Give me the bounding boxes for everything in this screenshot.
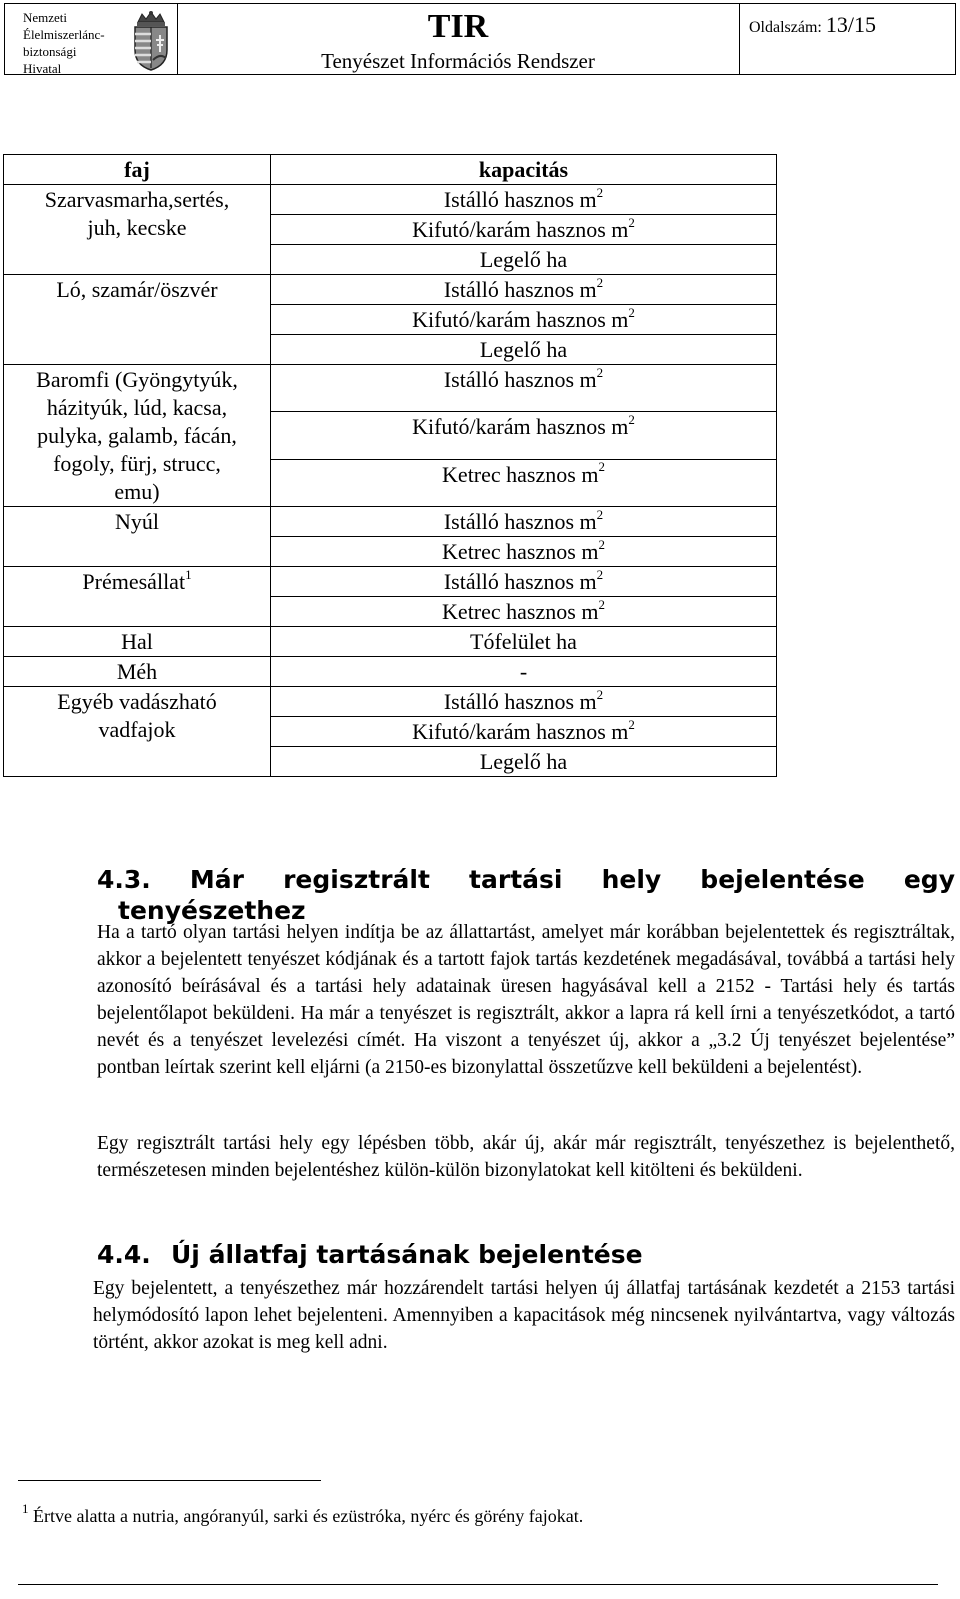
cell-text: Nyúl	[115, 509, 159, 534]
cell-text: Ketrec hasznos m	[442, 461, 599, 487]
footnote-divider	[18, 1480, 321, 1481]
superscript: 2	[598, 536, 605, 552]
superscript: 2	[598, 596, 605, 612]
table-header-row	[4, 155, 777, 185]
species-cell	[4, 627, 271, 657]
table-row	[4, 687, 777, 717]
cell-text: Legelő ha	[479, 247, 568, 272]
species-cell	[4, 185, 271, 275]
capacity-cell	[271, 459, 777, 506]
cell-text: Méh	[116, 659, 158, 684]
cell-text: emu)	[114, 479, 160, 504]
agency-line: biztonsági	[23, 44, 77, 59]
capacity-cell	[271, 597, 777, 627]
page-number	[749, 12, 876, 38]
cell-text: Prémesállat	[82, 569, 186, 594]
cell-text: Istálló hasznos m	[443, 367, 597, 392]
page-header	[4, 3, 956, 75]
species-cell	[4, 567, 271, 627]
system-title-cell	[177, 4, 740, 74]
cell-text: házityúk, lúd, kacsa,	[46, 395, 228, 420]
cell-text: Istálló hasznos m	[443, 509, 597, 534]
capacity-cell	[271, 245, 777, 275]
cell-text: -	[519, 659, 528, 684]
section-4-4-paragraph: Egy bejelentett, a tenyészethez már hozzárendelt tartási helyen új állatfaj tartásának kezdetét a 2153 tartási helymódosító lapon lehet bejelenteni. Amennyiben a kapacitások még nincsenek nyilvántartva, vagy változás történt, akkor azokat is meg kell adni.	[93, 1278, 955, 1353]
capacity-table	[3, 154, 777, 777]
cell-text: Ló, szamár/öszvér	[56, 277, 218, 302]
footnote	[22, 1501, 584, 1527]
table-row	[4, 507, 777, 537]
page-number-label: Oldalszám:	[749, 19, 822, 36]
section-4-4-heading	[97, 1237, 643, 1273]
capacity-cell	[271, 215, 777, 245]
superscript: 2	[596, 184, 604, 200]
capacity-cell	[271, 717, 777, 747]
species-cell	[4, 657, 271, 687]
cell-text: Legelő ha	[479, 337, 568, 362]
cell-text: Kifutó/karám hasznos m	[412, 217, 629, 242]
agency-name	[23, 9, 105, 77]
agency-line: Nemzeti	[23, 10, 68, 25]
capacity-cell	[271, 412, 777, 459]
table-row	[4, 657, 777, 687]
footnote-text: Értve alatta a nutria, angóranyúl, sarki és ezüstróka, nyérc és görény fajokat.	[33, 1506, 584, 1526]
cell-text: Legelő ha	[479, 749, 568, 774]
agency-line: Élelmiszerlánc-	[23, 27, 105, 42]
page-bottom-divider	[18, 1584, 938, 1585]
capacity-cell	[271, 335, 777, 365]
species-cell	[4, 275, 271, 365]
superscript: 2	[596, 506, 604, 522]
species-cell	[4, 687, 271, 777]
section-title: Új állatfaj tartásának bejelentése	[171, 1240, 643, 1269]
capacity-cell	[271, 687, 777, 717]
capacity-cell	[271, 275, 777, 305]
cell-text: Istálló hasznos m	[443, 277, 597, 302]
section-number: 4.4.	[97, 1240, 151, 1269]
column-header-capacity: kapacitás	[271, 155, 777, 185]
cell-text: Kifutó/karám hasznos m	[412, 307, 629, 332]
superscript: 1	[185, 566, 192, 582]
table-row	[4, 567, 777, 597]
superscript: 2	[596, 274, 604, 290]
cell-text: Kifutó/karám hasznos m	[412, 719, 629, 744]
superscript: 2	[628, 304, 635, 320]
superscript: 2	[628, 214, 635, 230]
cell-text: vadfajok	[98, 717, 176, 742]
cell-text: Egyéb vadászható	[57, 689, 217, 714]
superscript: 2	[596, 686, 604, 702]
section-4-3-heading: 4.3. Már regisztrált tartási hely bejelentése egy	[97, 865, 955, 894]
capacity-cell	[271, 507, 777, 537]
capacity-cell	[271, 627, 777, 657]
column-header-species: faj	[4, 155, 271, 185]
page-number-value: 13/15	[825, 12, 876, 37]
cell-text: Ketrec hasznos m	[442, 539, 599, 564]
section-4-3-heading-cont: tenyészethez	[118, 896, 306, 925]
capacity-cell	[271, 537, 777, 567]
superscript: 2	[598, 459, 605, 475]
section-4-3-paragraph-2: Egy regisztrált tartási hely egy lépésben több, akár új, akár már regisztrált, tenyészethez is bejelenthető, természetesen minden bejelentéshez külön-külön bizonylatokat kell kitölteni és beküldeni.	[97, 1133, 955, 1181]
table-row	[4, 185, 777, 215]
cell-text: fogoly, fürj, strucc,	[53, 451, 221, 476]
superscript: 2	[628, 412, 635, 427]
section-4-3-paragraph-1: Ha a tartó olyan tartási helyen indítja be az állattartást, amelyet már korábban bejelentettek és regisztráltak, akkor a bejelentett tenyészet kódjának és a tartott fajok tartás kezdetének megadásával, továbbá a tartási hely azonosító beírásával és a tartási hely adatainak üresen hagyásával kell a 2152 - Tartási hely és tartás bejelentőlapot beküldeni. Ha már a tenyészet is regisztrált, akkor a lapra rá kell írni a tenyészetkódot, a tartó nevét és a tenyészet levelezési címét. Ha viszont a tenyészet új, akkor a „3.2 Új tenyészet bejelentése” pontban leírtak szerint kell eljárni (a 2150-es bizonylattal összetűzve kell beküldeni a bejelentést).	[97, 922, 955, 1078]
superscript: 2	[596, 566, 604, 582]
capacity-cell	[271, 567, 777, 597]
capacity-cell	[271, 305, 777, 335]
page-number-cell	[739, 4, 955, 74]
cell-text: Istálló hasznos m	[443, 569, 597, 594]
cell-text: Istálló hasznos m	[443, 187, 597, 212]
cell-text: Baromfi (Gyöngytyúk,	[36, 367, 238, 392]
footnote-marker: 1	[22, 1501, 29, 1516]
cell-text: Istálló hasznos m	[443, 689, 597, 714]
hungarian-coat-of-arms-icon	[129, 10, 173, 72]
table-row	[4, 365, 777, 412]
cell-text: Ketrec hasznos m	[442, 599, 599, 624]
cell-text: juh, kecske	[87, 215, 187, 240]
capacity-cell	[271, 747, 777, 777]
cell-text: Tófelület ha	[470, 629, 577, 654]
superscript: 2	[628, 716, 635, 732]
capacity-cell	[271, 657, 777, 687]
system-name: Tenyészet Információs Rendszer	[321, 49, 595, 73]
species-cell	[4, 507, 271, 567]
capacity-cell	[271, 185, 777, 215]
cell-text: Hal	[121, 629, 153, 654]
system-abbreviation: TIR	[427, 8, 489, 45]
agency-line: Hivatal	[23, 61, 62, 76]
capacity-cell	[271, 365, 777, 412]
table-row	[4, 275, 777, 305]
superscript: 2	[596, 364, 604, 380]
agency-cell	[5, 4, 178, 74]
cell-text: pulyka, galamb, fácán,	[37, 423, 237, 448]
table-row	[4, 627, 777, 657]
species-cell	[4, 365, 271, 507]
cell-text: Szarvasmarha,sertés,	[44, 187, 230, 212]
cell-text: Kifutó/karám hasznos m	[412, 414, 629, 440]
